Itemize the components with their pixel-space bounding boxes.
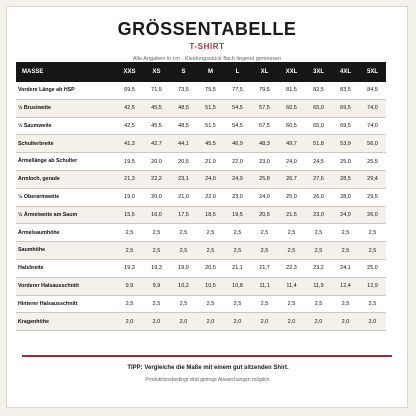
size-value-cell: 51,5	[197, 117, 224, 135]
size-value-cell: 74,0	[359, 117, 386, 135]
size-value-cell: 69,5	[116, 82, 143, 99]
column-header-size: M	[197, 62, 224, 82]
size-value-cell: 2,5	[197, 295, 224, 313]
measure-label: Vorderer Halsausschnitt	[16, 277, 116, 295]
size-value-cell: 2,0	[143, 313, 170, 331]
size-value-cell: 69,5	[332, 117, 359, 135]
size-value-cell: 21,1	[224, 259, 251, 277]
size-value-cell: 45,5	[197, 135, 224, 153]
size-value-cell: 29,4	[359, 170, 386, 188]
column-header-size: 5XL	[359, 62, 386, 82]
measure-label: Halsbreite	[16, 259, 116, 277]
size-value-cell: 60,5	[278, 99, 305, 117]
measure-label: Hinterer Halsausschnitt	[16, 295, 116, 313]
measure-label: ½ Brustweite	[16, 99, 116, 117]
table-row	[16, 188, 386, 206]
size-value-cell: 16,0	[143, 206, 170, 224]
size-value-cell: 2,5	[116, 242, 143, 260]
size-value-cell: 20,0	[143, 188, 170, 206]
size-value-cell: 2,5	[170, 295, 197, 313]
size-value-cell: 29,5	[359, 188, 386, 206]
size-value-cell: 19,3	[116, 259, 143, 277]
size-value-cell: 24,9	[224, 170, 251, 188]
size-value-cell: 41,3	[116, 135, 143, 153]
size-value-cell: 2,5	[251, 295, 278, 313]
page-title: GRÖSSENTABELLE	[117, 19, 297, 39]
size-value-cell: 48,3	[251, 135, 278, 153]
size-value-cell: 83,5	[332, 82, 359, 99]
size-value-cell: 54,5	[224, 99, 251, 117]
size-value-cell: 77,5	[224, 82, 251, 99]
size-value-cell: 65,0	[305, 117, 332, 135]
size-value-cell: 42,5	[116, 99, 143, 117]
size-value-cell: 44,1	[170, 135, 197, 153]
size-value-cell: 2,0	[359, 313, 386, 331]
size-value-cell: 26,0	[305, 188, 332, 206]
size-value-cell: 42,5	[116, 117, 143, 135]
size-value-cell: 20,5	[197, 259, 224, 277]
measure-label: Ärmellänge ab Schulter	[16, 153, 116, 171]
size-value-cell: 2,5	[278, 242, 305, 260]
size-value-cell: 9,9	[143, 277, 170, 295]
size-value-cell: 2,0	[197, 313, 224, 331]
size-value-cell: 22,2	[143, 170, 170, 188]
size-value-cell: 2,5	[305, 295, 332, 313]
column-header-size: 4XL	[332, 62, 359, 82]
table-row	[16, 259, 386, 277]
table-row	[16, 313, 386, 331]
size-value-cell: 54,5	[224, 117, 251, 135]
size-value-cell: 15,5	[116, 206, 143, 224]
size-value-cell: 53,9	[332, 135, 359, 153]
size-value-cell: 25,0	[278, 188, 305, 206]
size-value-cell: 2,0	[251, 313, 278, 331]
size-value-cell: 2,5	[224, 295, 251, 313]
size-table	[16, 62, 386, 331]
table-row	[16, 224, 386, 242]
column-header-measure: MASSE	[16, 62, 116, 82]
size-value-cell: 28,5	[332, 170, 359, 188]
size-value-cell: 23,1	[170, 170, 197, 188]
size-value-cell: 21,7	[251, 259, 278, 277]
size-value-cell: 2,5	[305, 224, 332, 242]
size-value-cell: 2,5	[332, 242, 359, 260]
size-value-cell: 51,8	[305, 135, 332, 153]
size-value-cell: 74,0	[359, 99, 386, 117]
column-header-size: L	[224, 62, 251, 82]
size-value-cell: 51,5	[197, 99, 224, 117]
size-value-cell: 17,5	[170, 206, 197, 224]
size-value-cell: 22,0	[197, 188, 224, 206]
size-value-cell: 10,2	[170, 277, 197, 295]
size-value-cell: 46,9	[224, 135, 251, 153]
size-value-cell: 2,5	[278, 224, 305, 242]
table-row	[16, 135, 386, 153]
size-value-cell: 2,5	[170, 224, 197, 242]
size-value-cell: 23,0	[251, 153, 278, 171]
size-value-cell: 60,5	[278, 117, 305, 135]
size-value-cell: 56,0	[359, 135, 386, 153]
size-value-cell: 65,0	[305, 99, 332, 117]
size-value-cell: 21,0	[170, 188, 197, 206]
table-row	[16, 242, 386, 260]
table-row	[16, 295, 386, 313]
size-value-cell: 25,0	[359, 259, 386, 277]
size-value-cell: 19,5	[116, 153, 143, 171]
size-value-cell: 2,5	[278, 295, 305, 313]
size-value-cell: 2,0	[116, 313, 143, 331]
column-header-size: 3XL	[305, 62, 332, 82]
size-value-cell: 2,0	[224, 313, 251, 331]
measure-label: Schulterbreite	[16, 135, 116, 153]
size-value-cell: 23,0	[305, 206, 332, 224]
size-value-cell: 57,5	[251, 99, 278, 117]
size-table-body	[16, 82, 386, 331]
size-value-cell: 18,5	[197, 206, 224, 224]
table-row	[16, 170, 386, 188]
size-value-cell: 25,0	[332, 153, 359, 171]
size-value-cell: 22,3	[278, 259, 305, 277]
size-value-cell: 12,9	[359, 277, 386, 295]
size-value-cell: 2,5	[359, 224, 386, 242]
size-value-cell: 71,5	[143, 82, 170, 99]
size-value-cell: 11,1	[251, 277, 278, 295]
measure-label: Armloch, gerade	[16, 170, 116, 188]
size-value-cell: 2,5	[224, 224, 251, 242]
size-value-cell: 2,5	[332, 224, 359, 242]
size-value-cell: 2,5	[143, 242, 170, 260]
size-value-cell: 23,0	[224, 188, 251, 206]
fit-tip: TIPP: Vergleiche die Maße mit einem gut sitzenden Shirt.	[127, 365, 289, 371]
size-value-cell: 2,0	[278, 313, 305, 331]
size-value-cell: 2,5	[251, 242, 278, 260]
size-value-cell: 24,1	[332, 259, 359, 277]
table-row	[16, 206, 386, 224]
size-table-header	[16, 62, 386, 82]
measure-label: ½ Ärmelweite am Saum	[16, 206, 116, 224]
size-value-cell: 9,9	[116, 277, 143, 295]
size-value-cell: 19,5	[224, 206, 251, 224]
size-value-cell: 48,5	[170, 117, 197, 135]
size-value-cell: 49,7	[278, 135, 305, 153]
size-value-cell: 20,5	[251, 206, 278, 224]
size-value-cell: 45,5	[143, 99, 170, 117]
size-value-cell: 21,5	[278, 206, 305, 224]
measure-label: ½ Oberarmweite	[16, 188, 116, 206]
size-value-cell: 2,5	[251, 224, 278, 242]
size-value-cell: 75,5	[197, 82, 224, 99]
size-value-cell: 20,0	[143, 153, 170, 171]
size-value-cell: 10,8	[224, 277, 251, 295]
size-value-cell: 24,0	[197, 170, 224, 188]
size-value-cell: 2,5	[197, 224, 224, 242]
size-value-cell: 2,5	[332, 295, 359, 313]
measure-label: Ärmelsaumhöhe	[16, 224, 116, 242]
size-value-cell: 2,5	[359, 295, 386, 313]
size-value-cell: 45,5	[143, 117, 170, 135]
column-header-size: XS	[143, 62, 170, 82]
column-header-size: XXS	[116, 62, 143, 82]
size-value-cell: 20,5	[170, 153, 197, 171]
measure-label: Kragenhöhe	[16, 313, 116, 331]
size-value-cell: 24,0	[251, 188, 278, 206]
size-value-cell: 21,0	[197, 153, 224, 171]
size-value-cell: 26,0	[359, 206, 386, 224]
table-row	[16, 277, 386, 295]
size-value-cell: 24,5	[305, 153, 332, 171]
size-value-cell: 2,5	[197, 242, 224, 260]
size-value-cell: 2,0	[332, 313, 359, 331]
footer-divider	[22, 355, 392, 357]
size-value-cell: 73,5	[170, 82, 197, 99]
size-value-cell: 57,5	[251, 117, 278, 135]
size-value-cell: 2,0	[170, 313, 197, 331]
size-value-cell: 84,5	[359, 82, 386, 99]
size-value-cell: 79,5	[251, 82, 278, 99]
size-value-cell: 2,5	[170, 242, 197, 260]
size-value-cell: 2,5	[359, 242, 386, 260]
size-value-cell: 2,0	[305, 313, 332, 331]
column-header-size: XL	[251, 62, 278, 82]
header-row	[16, 62, 386, 82]
column-header-size: XXL	[278, 62, 305, 82]
size-value-cell: 11,4	[278, 277, 305, 295]
size-value-cell: 26,7	[278, 170, 305, 188]
size-value-cell: 2,5	[143, 224, 170, 242]
size-value-cell: 23,2	[305, 259, 332, 277]
size-value-cell: 82,5	[305, 82, 332, 99]
size-value-cell: 81,5	[278, 82, 305, 99]
size-value-cell: 69,5	[332, 99, 359, 117]
measure-label: ½ Saumweite	[16, 117, 116, 135]
size-value-cell: 24,0	[278, 153, 305, 171]
size-value-cell: 24,0	[332, 206, 359, 224]
tolerance-disclaimer: Produktionsbedingt sind geringe Abweichungen möglich.	[145, 377, 271, 383]
table-row	[16, 153, 386, 171]
size-value-cell: 21,3	[116, 170, 143, 188]
size-value-cell: 19,0	[116, 188, 143, 206]
size-value-cell: 2,5	[116, 295, 143, 313]
size-value-cell: 25,8	[251, 170, 278, 188]
size-value-cell: 48,5	[170, 99, 197, 117]
measure-label: Saumhöhe	[16, 242, 116, 260]
size-value-cell: 42,7	[143, 135, 170, 153]
size-value-cell: 27,6	[305, 170, 332, 188]
measure-label: Vordere Länge ab HSP	[16, 82, 116, 99]
size-value-cell: 28,0	[332, 188, 359, 206]
product-subtitle: T-SHIRT	[189, 42, 225, 51]
size-value-cell: 2,5	[305, 242, 332, 260]
size-value-cell: 2,5	[224, 242, 251, 260]
size-value-cell: 12,4	[332, 277, 359, 295]
size-value-cell: 2,5	[143, 295, 170, 313]
measurement-note: Alle Angaben in cm · Kleidungsstück flach liegend gemessen	[132, 56, 282, 62]
table-row	[16, 117, 386, 135]
column-header-size: S	[170, 62, 197, 82]
size-value-cell: 10,5	[197, 277, 224, 295]
size-value-cell: 11,9	[305, 277, 332, 295]
size-value-cell: 2,5	[116, 224, 143, 242]
table-row	[16, 82, 386, 99]
size-value-cell: 19,9	[170, 259, 197, 277]
size-value-cell: 22,0	[224, 153, 251, 171]
size-value-cell: 19,3	[143, 259, 170, 277]
size-value-cell: 25,5	[359, 153, 386, 171]
table-row	[16, 99, 386, 117]
